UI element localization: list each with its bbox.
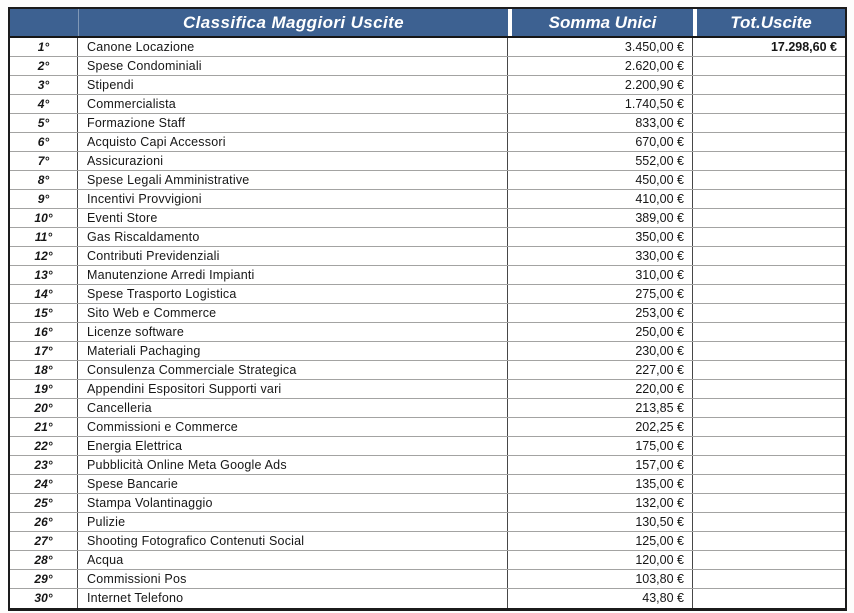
tot-uscite-cell (693, 418, 845, 436)
name-cell: Canone Locazione (78, 38, 508, 56)
table-row (10, 171, 845, 190)
somma-cell: 2.200,90 € (508, 76, 693, 94)
rank-cell: 4° (10, 95, 78, 113)
tot-uscite-cell (693, 304, 845, 322)
name-cell: Sito Web e Commerce (78, 304, 508, 322)
tot-uscite-cell (693, 475, 845, 493)
somma-cell: 2.620,00 € (508, 57, 693, 75)
somma-cell: 275,00 € (508, 285, 693, 303)
somma-cell: 350,00 € (508, 228, 693, 246)
name-cell: Spese Legali Amministrative (78, 171, 508, 189)
table-body (10, 38, 845, 608)
table-row (10, 285, 845, 304)
tot-uscite-cell (693, 95, 845, 113)
name-cell: Assicurazioni (78, 152, 508, 170)
tot-uscite-cell (693, 551, 845, 569)
tot-uscite-cell (693, 190, 845, 208)
tot-uscite-cell (693, 152, 845, 170)
tot-uscite-cell (693, 323, 845, 341)
table-header-row (10, 9, 845, 38)
tot-uscite-cell (693, 532, 845, 550)
name-cell: Stipendi (78, 76, 508, 94)
tot-uscite-cell (693, 361, 845, 379)
rank-cell: 17° (10, 342, 78, 360)
rank-cell: 20° (10, 399, 78, 417)
somma-cell: 410,00 € (508, 190, 693, 208)
tot-uscite-cell: 17.298,60 € (770, 40, 837, 54)
somma-cell: 125,00 € (508, 532, 693, 550)
tot-uscite-cell (693, 399, 845, 417)
name-cell: Appendini Espositori Supporti vari (78, 380, 508, 398)
tot-uscite-cell (693, 266, 845, 284)
name-cell: Spese Condominiali (78, 57, 508, 75)
tot-uscite-cell (693, 285, 845, 303)
rank-cell: 24° (10, 475, 78, 493)
table-row (10, 133, 845, 152)
rank-cell: 21° (10, 418, 78, 436)
somma-cell: 833,00 € (508, 114, 693, 132)
rank-cell: 2° (10, 57, 78, 75)
tot-uscite-cell (693, 76, 845, 94)
rank-cell: 12° (10, 247, 78, 265)
table-row (10, 304, 845, 323)
somma-cell: 220,00 € (508, 380, 693, 398)
table-row (10, 342, 845, 361)
name-cell: Shooting Fotografico Contenuti Social (78, 532, 508, 550)
tot-uscite-cell (693, 589, 845, 608)
table-row (10, 437, 845, 456)
rank-cell: 27° (10, 532, 78, 550)
somma-cell: 213,85 € (508, 399, 693, 417)
table-row (10, 399, 845, 418)
tot-uscite-cell (693, 342, 845, 360)
rank-cell: 18° (10, 361, 78, 379)
name-cell: Contributi Previdenziali (78, 247, 508, 265)
table-row (10, 57, 845, 76)
expenses-ranking-table (8, 7, 847, 611)
rank-cell: 9° (10, 190, 78, 208)
name-cell: Spese Bancarie (78, 475, 508, 493)
table-row (10, 513, 845, 532)
name-cell: Materiali Pachaging (78, 342, 508, 360)
name-cell: Consulenza Commerciale Strategica (78, 361, 508, 379)
name-cell: Incentivi Provvigioni (78, 190, 508, 208)
name-cell: Cancelleria (78, 399, 508, 417)
somma-cell: 202,25 € (508, 418, 693, 436)
table-row (10, 532, 845, 551)
tot-uscite-cell (693, 494, 845, 512)
table-row (10, 494, 845, 513)
name-cell: Acquisto Capi Accessori (78, 133, 508, 151)
somma-cell: 230,00 € (508, 342, 693, 360)
name-cell: Manutenzione Arredi Impianti (78, 266, 508, 284)
somma-cell: 130,50 € (508, 513, 693, 531)
somma-cell: 175,00 € (508, 437, 693, 455)
somma-cell: 310,00 € (508, 266, 693, 284)
somma-cell: 450,00 € (508, 171, 693, 189)
table-row (10, 475, 845, 494)
tot-uscite-cell (693, 247, 845, 265)
header-cell-somma-unici: Somma Unici (512, 9, 693, 36)
name-cell: Pulizie (78, 513, 508, 531)
somma-cell: 120,00 € (508, 551, 693, 569)
rank-cell: 14° (10, 285, 78, 303)
table-row (10, 209, 845, 228)
header-cell-classifica (10, 9, 508, 36)
name-cell: Spese Trasporto Logistica (78, 285, 508, 303)
somma-cell: 3.450,00 € (508, 38, 693, 56)
name-cell: Internet Telefono (78, 589, 508, 608)
rank-cell: 23° (10, 456, 78, 474)
tot-uscite-cell (693, 513, 845, 531)
name-cell: Eventi Store (78, 209, 508, 227)
rank-cell: 13° (10, 266, 78, 284)
somma-cell: 135,00 € (508, 475, 693, 493)
table-title: Classifica Maggiori Uscite (182, 13, 405, 32)
rank-cell: 5° (10, 114, 78, 132)
rank-cell: 7° (10, 152, 78, 170)
rank-cell: 1° (10, 38, 78, 56)
rank-cell: 8° (10, 171, 78, 189)
name-cell: Licenze software (78, 323, 508, 341)
table-row (10, 190, 845, 209)
rank-cell: 16° (10, 323, 78, 341)
rank-cell: 22° (10, 437, 78, 455)
name-cell: Energia Elettrica (78, 437, 508, 455)
somma-cell: 157,00 € (508, 456, 693, 474)
rank-cell: 28° (10, 551, 78, 569)
name-cell: Pubblicità Online Meta Google Ads (78, 456, 508, 474)
table-row (10, 361, 845, 380)
name-cell: Commissioni e Commerce (78, 418, 508, 436)
rank-cell: 6° (10, 133, 78, 151)
somma-cell: 250,00 € (508, 323, 693, 341)
somma-cell: 103,80 € (508, 570, 693, 588)
somma-cell: 670,00 € (508, 133, 693, 151)
table-row (10, 247, 845, 266)
table-row (10, 456, 845, 475)
name-cell: Commercialista (78, 95, 508, 113)
somma-cell: 253,00 € (508, 304, 693, 322)
tot-uscite-cell (693, 380, 845, 398)
table-row (10, 418, 845, 437)
table-row (10, 95, 845, 114)
table-row (10, 76, 845, 95)
name-cell: Formazione Staff (78, 114, 508, 132)
name-cell: Acqua (78, 551, 508, 569)
tot-uscite-cell (693, 437, 845, 455)
name-cell: Stampa Volantinaggio (78, 494, 508, 512)
name-cell: Commissioni Pos (78, 570, 508, 588)
rank-cell: 29° (10, 570, 78, 588)
table-row (10, 152, 845, 171)
name-cell: Gas Riscaldamento (78, 228, 508, 246)
rank-cell: 3° (10, 76, 78, 94)
somma-cell: 330,00 € (508, 247, 693, 265)
table-row (10, 266, 845, 285)
somma-cell: 552,00 € (508, 152, 693, 170)
tot-uscite-cell (693, 171, 845, 189)
table-row (10, 380, 845, 399)
rank-cell: 30° (10, 589, 78, 608)
somma-cell: 1.740,50 € (508, 95, 693, 113)
rank-cell: 10° (10, 209, 78, 227)
table-row (10, 114, 845, 133)
rank-cell: 11° (10, 228, 78, 246)
rank-cell: 26° (10, 513, 78, 531)
tot-uscite-cell (693, 133, 845, 151)
tot-uscite-cell (693, 456, 845, 474)
somma-cell: 132,00 € (508, 494, 693, 512)
somma-cell: 43,80 € (508, 589, 693, 608)
tot-uscite-cell (693, 57, 845, 75)
table-row (10, 589, 845, 608)
tot-uscite-cell (693, 228, 845, 246)
rank-cell: 19° (10, 380, 78, 398)
rank-cell: 25° (10, 494, 78, 512)
table-row (10, 323, 845, 342)
tot-uscite-cell (693, 570, 845, 588)
table-row (10, 228, 845, 247)
header-cell-tot-uscite: Tot.Uscite (697, 9, 845, 36)
rank-cell: 15° (10, 304, 78, 322)
table-row (10, 570, 845, 589)
somma-cell: 227,00 € (508, 361, 693, 379)
tot-uscite-cell (693, 114, 845, 132)
table-row (10, 38, 845, 57)
header-rank-spacer (10, 9, 79, 36)
table-row (10, 551, 845, 570)
somma-cell: 389,00 € (508, 209, 693, 227)
tot-uscite-cell (693, 209, 845, 227)
